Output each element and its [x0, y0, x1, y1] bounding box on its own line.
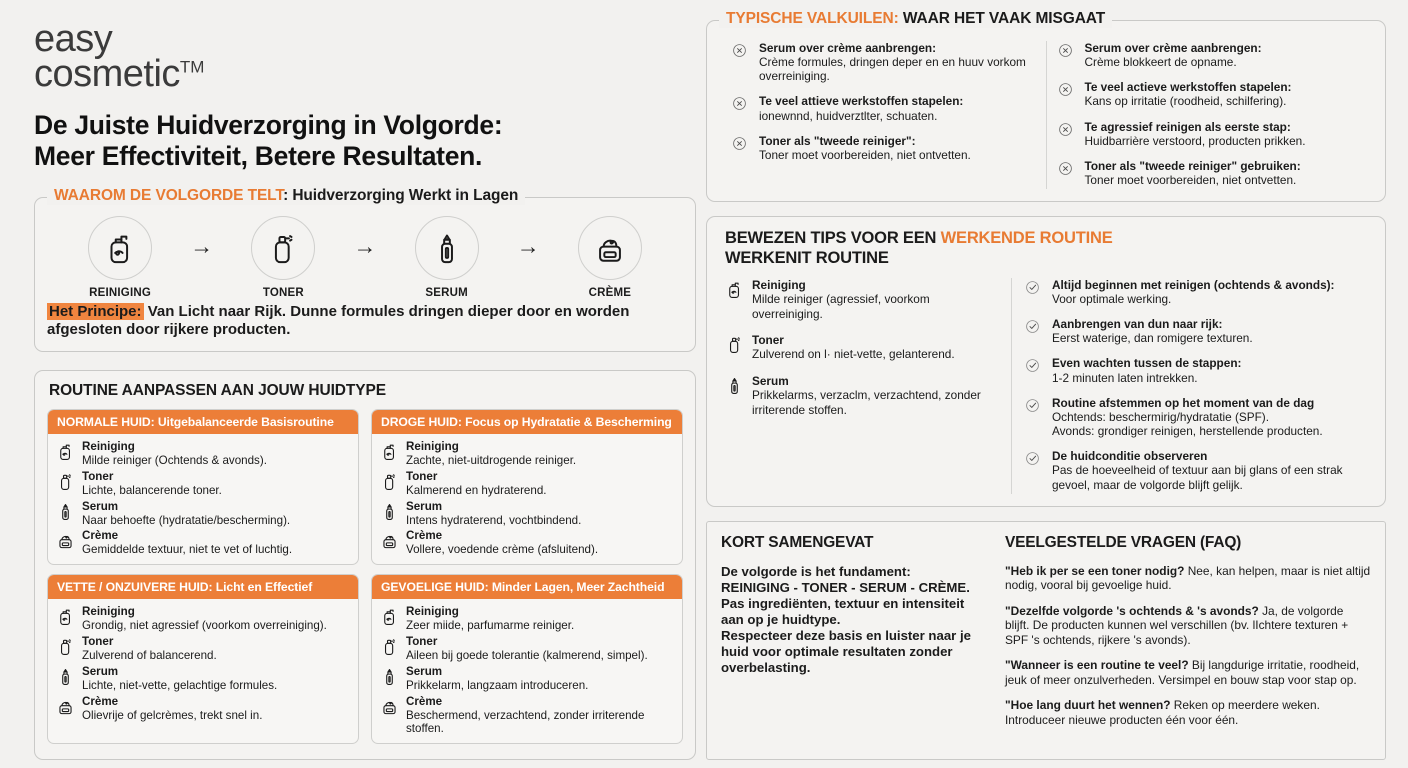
item-icon-wrap [1057, 41, 1077, 69]
cream-jar-icon [593, 231, 627, 265]
check-circle-icon [1024, 397, 1041, 414]
item-text: Te veel attieve werkstoffen stapelen: ionewnnd, huidverztlter, schuaten. [759, 94, 964, 123]
step-icon-wrap [56, 665, 76, 693]
spray-bottle-icon [380, 472, 399, 491]
pitfall-item [731, 94, 1036, 122]
step-icon-wrap [56, 605, 76, 633]
principle-text [35, 299, 695, 340]
faq-question: "Wanneer is een routine te veel? [1005, 658, 1189, 673]
step-icon-wrap [380, 500, 400, 528]
spray-bottle-icon [56, 637, 75, 656]
summary-and-faq-panel [706, 521, 1386, 760]
skin-type-card-grid [47, 409, 683, 744]
check-circle-icon [1024, 450, 1041, 467]
tip-item [1024, 317, 1367, 345]
step-text: Reiniging Zeer miide, parfumarme reiniger. [406, 605, 575, 633]
faq-item: "Dezelfde volgorde 's ochtends & 's avonds? Ja, de volgorde blijft. De producten kunnen wel verschillen (bv. lIchtere texturen + SPF 's ochtends, rijkere 's avonds). [1005, 603, 1349, 647]
step-text: Crème Olievrije of gelcrèmes, trekt snel in. [82, 694, 263, 722]
flow-icon-circle [88, 216, 152, 280]
step-text: Toner Zulverend of balancerend. [82, 635, 217, 662]
routine-step [56, 695, 350, 723]
skin-type-card-header: GEVOELIGE HUID: Minder Lagen, Meer Zachtheid [372, 575, 682, 599]
why-legend-rest: : Huidverzorging Werkt in Lagen [283, 186, 519, 204]
step-icon-wrap [380, 440, 400, 468]
tip-routine-step [725, 333, 1003, 362]
pump-bottle-icon [56, 607, 75, 626]
item-icon-wrap [1024, 396, 1044, 438]
tips-section-title: BEWEZEN TIPS VOOR EEN WERKENDE ROUTINE WERKENIT ROUTINE [725, 229, 1113, 267]
tip-step-text: Reiniging Milde reiniger (agressief, voorkom overreiniging. [752, 278, 1003, 321]
item-title: Toner als "tweede reiniger" gebruiken: [1084, 158, 1301, 173]
step-name: Crème [406, 694, 443, 708]
spray-bottle-icon [725, 335, 744, 354]
item-icon-wrap [731, 94, 751, 122]
step-text: Crème Vollere, voedende crème (afsluitend). [406, 529, 599, 557]
item-text: Routine afstemmen op het moment van de dag Ochtends: beschermirig/hydratatie (SPF). Avonds: grondiger reinigen, herstellende producten. [1052, 395, 1323, 439]
skin-type-card [47, 574, 359, 744]
item-icon-wrap [1024, 317, 1044, 345]
proven-tips-panel [706, 216, 1386, 506]
dropper-bottle-icon [56, 667, 75, 686]
pump-bottle-icon [725, 280, 744, 299]
item-title: Altijd beginnen met reinigen (ochtends & avonds): [1052, 277, 1335, 292]
step-icon-wrap [725, 333, 745, 362]
step-text: Serum Intens hydraterend, vochtbindend. [406, 499, 582, 527]
step-icon-wrap [380, 605, 400, 633]
spray-bottle-icon [56, 472, 75, 491]
flow-step-label: REINIGING [89, 286, 151, 299]
flow-step-serum [399, 216, 495, 299]
summary-body: De volgorde is het fundament: REINIGING - TONER - SERUM - CRÈME. Pas ingrediënten, textuur en intensiteit aan op je huidtype. Respecteer deze basis en luister naar je huid voor optimale resultaten zonder overbelasting. [721, 563, 971, 676]
step-name: Crème [82, 694, 119, 708]
step-icon-wrap [56, 635, 76, 663]
pitfall-item [1057, 80, 1362, 108]
trademark-mark: TM [179, 57, 205, 77]
item-text: Te agressief reinigen als eerste stap: Huidbarrière verstoord, producten prikken. [1084, 119, 1306, 148]
item-text: Aanbrengen van dun naar rijk: Eerst waterige, dan romigere texturen. [1052, 317, 1253, 346]
why-legend-accent: WAAROM DE VOLGORDE TELT [54, 186, 284, 204]
pitfalls-columns [721, 41, 1371, 189]
step-icon-wrap [56, 470, 76, 498]
item-icon-wrap [1057, 120, 1077, 148]
pitfalls-legend-rest: WAAR HET VAAK MISGAAT [898, 10, 1106, 27]
tip-item [1024, 278, 1367, 306]
step-name: Toner [82, 635, 114, 649]
step-icon-wrap [725, 374, 745, 417]
flow-step-label: CRÈME [588, 286, 632, 299]
brand-line-1: easy [34, 18, 113, 60]
x-circle-icon [1057, 81, 1074, 98]
step-name: Reiniging [82, 605, 135, 619]
skin-type-card [371, 574, 683, 744]
routine-step [56, 440, 350, 468]
item-title: Serum over crème aanbrengen: [1084, 41, 1262, 55]
dropper-bottle-icon [380, 502, 399, 521]
routine-step [380, 635, 674, 663]
skin-type-card-body [48, 599, 358, 729]
step-text: Serum Prikkelarm, langzaam introduceren. [406, 664, 589, 692]
dropper-bottle-icon [380, 667, 399, 686]
dropper-bottle-icon [725, 376, 744, 395]
item-text: Toner als "tweede reiniger" gebruiken: Toner moet voorbereiden, niet ontvetten. [1084, 158, 1301, 188]
brand-line-2: cosmetic™ [34, 52, 205, 95]
step-name: Crème [82, 529, 119, 543]
step-name: Toner [406, 635, 438, 649]
pump-bottle-icon [56, 442, 75, 461]
item-title: Te agressief reinigen als eerste stap: [1084, 119, 1291, 134]
routine-step [380, 529, 674, 557]
flow-step-reiniging [72, 216, 168, 299]
why-panel-legend [47, 187, 525, 205]
skin-type-routine-panel [34, 370, 696, 760]
faq-list [1005, 564, 1371, 728]
cream-jar-icon [56, 531, 75, 550]
faq-title: VEELGESTELDE VRAGEN (FAQ) [1005, 533, 1242, 551]
pitfalls-left-column [721, 41, 1047, 189]
skin-type-card [371, 409, 683, 565]
step-name: Reiniging [752, 277, 806, 292]
pitfall-item [731, 41, 1036, 83]
item-title: Te veel actieve werkstoffen stapelen: [1084, 80, 1292, 95]
principle-label: Het Principe: [49, 302, 142, 320]
flow-step-label: SERUM [425, 286, 468, 299]
tip-step-text: Serum Prikkelarms, verzaclm, verzachtend, zonder irriterende stoffen. [752, 374, 1003, 417]
item-title: Even wachten tussen de stappen: [1052, 356, 1242, 371]
routine-step [380, 695, 674, 737]
spray-bottle-icon [266, 231, 300, 265]
flow-step-crème [562, 216, 658, 299]
why-order-matters-panel [34, 186, 696, 352]
x-circle-icon [1057, 160, 1074, 177]
skin-type-card-body [48, 434, 358, 564]
step-icon-wrap [56, 529, 76, 557]
item-icon-wrap [1057, 80, 1077, 108]
faq-item: "Wanneer is een routine te veel? Bij langdurige irritatie, roodheid, jeuk of meer onzulverheden. Versimpel en bouw stap voor stap op. [1005, 658, 1360, 687]
tip-item [1024, 396, 1367, 438]
step-icon-wrap [725, 278, 745, 321]
item-icon-wrap [731, 134, 751, 162]
item-icon-wrap [1024, 278, 1044, 306]
flow-icon-circle [578, 216, 642, 280]
right-column [706, 0, 1408, 768]
brand-logo [34, 18, 696, 95]
x-circle-icon [731, 135, 748, 152]
item-text: Serum over crème aanbrengen: Crème blokkeert de opname. [1084, 41, 1262, 70]
pitfall-item [731, 134, 1036, 162]
check-circle-icon [1024, 357, 1041, 374]
step-text: Reiniging Milde reiniger (Ochtends & avonds). [82, 439, 267, 467]
item-text: Even wachten tussen de stappen: 1-2 minuten laten intrekken. [1052, 356, 1242, 385]
step-text: Serum Naar behoefte (hydratatie/bescherming). [82, 499, 291, 527]
routine-step [380, 500, 674, 528]
step-text: Toner Aileen bij goede tolerantie (kalmerend, simpel). [406, 635, 648, 662]
page-title: De Juiste Huidverzorging in Volgorde: Meer Effectiviteit, Betere Resultaten. [34, 109, 503, 172]
step-name: Crème [406, 529, 443, 543]
step-name: Serum [82, 499, 119, 513]
routine-step [380, 665, 674, 693]
flow-arrow: → [353, 233, 377, 260]
x-circle-icon [731, 42, 748, 59]
skin-type-card-header: VETTE / ONZUIVERE HUID: Licht en Effectief [48, 575, 358, 599]
tips-title-accent: WERKENDE ROUTINE [940, 229, 1113, 248]
item-title: Te veel attieve werkstoffen stapelen: [759, 94, 964, 109]
x-circle-icon [731, 95, 748, 112]
dropper-bottle-icon [430, 231, 464, 265]
principle-body: Van Licht naar Rijk. Dunne formules dringen dieper door en worden afgesloten door rijkere producten. [47, 302, 630, 339]
faq-column [1001, 534, 1371, 749]
step-name: Reiniging [406, 439, 459, 453]
flow-icon-circle [251, 216, 315, 280]
tips-left-column [721, 278, 1012, 494]
x-circle-icon [1057, 42, 1074, 59]
step-text: Crème Gemiddelde textuur, niet te vet of luchtig. [82, 529, 293, 557]
faq-item: "Heb ik per se een toner nodig? Nee, kan helpen, maar is niet altijd nodig, vooral bij gevoelige huid. [1005, 563, 1371, 593]
check-circle-icon [1024, 279, 1041, 296]
step-text: Crème Beschermend, verzachtend, zonder irriterende stoffen. [406, 695, 674, 737]
routine-step [56, 529, 350, 557]
step-icon-wrap [56, 500, 76, 528]
item-text: Serum over crème aanbrengen: Crème formules, dringen deper en en huuv vorkom overreiniging. [759, 41, 1026, 84]
step-name: Toner [406, 469, 438, 483]
item-title: De huidconditie observeren [1052, 449, 1208, 464]
routine-step [380, 470, 674, 498]
step-text: Toner Lichte, balancerende toner. [82, 469, 222, 497]
routine-section-title: ROUTINE AANPASSEN AAN JOUW HUIDTYPE [49, 381, 386, 399]
routine-flow-diagram [35, 198, 695, 299]
item-text: Toner als "tweede reiniger": Toner moet voorbereiden, niet ontvetten. [759, 133, 971, 162]
step-text: Serum Lichte, niet-vette, gelachtige formules. [82, 664, 278, 692]
step-icon-wrap [380, 529, 400, 557]
item-icon-wrap [1057, 159, 1077, 187]
skin-type-card-body [372, 434, 682, 564]
flow-icon-circle [415, 216, 479, 280]
pitfalls-panel-legend [719, 10, 1112, 28]
item-text: Altijd beginnen met reinigen (ochtends & avonds): Voor optimale werking. [1052, 277, 1335, 306]
item-icon-wrap [1024, 449, 1044, 491]
faq-question: "Heb ik per se een toner nodig? [1005, 563, 1185, 578]
cream-jar-icon [380, 531, 399, 550]
pitfalls-right-column [1047, 41, 1372, 189]
flow-arrow: → [516, 233, 540, 260]
check-circle-icon [1024, 318, 1041, 335]
pitfall-item [1057, 120, 1362, 148]
tip-routine-step [725, 278, 1003, 321]
pitfalls-legend-accent: TYPISCHE VALKUILEN: [726, 10, 899, 27]
routine-step [56, 470, 350, 498]
step-icon-wrap [380, 635, 400, 663]
tips-columns [721, 278, 1371, 494]
faq-item: "Hoe lang duurt het wennen? Reken op meerdere weken. Introduceer nieuwe producten één voor één. [1005, 698, 1320, 727]
summary-title: KORT SAMENGEVAT [721, 533, 874, 551]
pitfall-item [1057, 41, 1362, 69]
spray-bottle-icon [380, 637, 399, 656]
routine-step [380, 605, 674, 633]
routine-step [56, 605, 350, 633]
flow-step-label: TONER [262, 286, 304, 299]
routine-step [56, 500, 350, 528]
item-text: De huidconditie observeren Pas de hoeveelheid of textuur aan bij glans of een strak gevoel, maar de volgorde blijft gelijk. [1052, 449, 1343, 492]
faq-question: "Dezelfde volgorde 's ochtends & 's avonds? [1005, 603, 1259, 618]
tip-item [1024, 356, 1367, 384]
routine-step [56, 665, 350, 693]
cream-jar-icon [56, 697, 75, 716]
item-title: Routine afstemmen op het moment van de dag [1052, 395, 1315, 410]
step-icon-wrap [380, 695, 400, 737]
cream-jar-icon [380, 697, 399, 716]
item-icon-wrap [1024, 356, 1044, 384]
step-name: Toner [82, 469, 114, 483]
item-icon-wrap [731, 41, 751, 83]
skin-type-card-header: DROGE HUID: Focus op Hydratatie & Bescherming [372, 410, 682, 434]
x-circle-icon [1057, 121, 1074, 138]
step-text: Reiniging Grondig, niet agressief (voorkom overreiniging). [82, 605, 327, 633]
pump-bottle-icon [380, 607, 399, 626]
item-text: Te veel actieve werkstoffen stapelen: Kans op irritatie (roodheid, schilfering). [1084, 80, 1292, 109]
tips-right-column [1012, 278, 1371, 494]
dropper-bottle-icon [56, 502, 75, 521]
skin-type-card [47, 409, 359, 565]
step-name: Serum [752, 373, 789, 388]
step-name: Toner [752, 333, 784, 348]
step-icon-wrap [56, 695, 76, 723]
pitfalls-panel [706, 10, 1386, 202]
tip-step-text: Toner Zulverend on l· niet-vette, gelanterend. [752, 333, 955, 362]
step-icon-wrap [56, 440, 76, 468]
step-icon-wrap [380, 470, 400, 498]
step-name: Serum [406, 664, 443, 678]
pump-bottle-icon [380, 442, 399, 461]
item-title: Serum over crème aanbrengen: [759, 41, 937, 55]
summary-column [721, 534, 1001, 749]
pump-bottle-icon [103, 231, 137, 265]
step-text: Toner Kalmerend en hydraterend. [406, 469, 547, 497]
item-title: Toner als "tweede reiniger": [759, 133, 916, 148]
skin-type-card-body [372, 599, 682, 743]
skin-type-card-header: NORMALE HUID: Uitgebalanceerde Basisroutine [48, 410, 358, 434]
step-name: Reiniging [82, 439, 135, 453]
tip-routine-step [725, 374, 1003, 417]
routine-step [380, 440, 674, 468]
step-name: Serum [406, 499, 443, 513]
pitfall-item [1057, 159, 1362, 187]
routine-step [56, 635, 350, 663]
step-icon-wrap [380, 665, 400, 693]
flow-arrow: → [190, 233, 214, 260]
step-name: Serum [82, 664, 119, 678]
step-name: Reiniging [406, 605, 459, 619]
item-title: Aanbrengen van dun naar rijk: [1052, 317, 1223, 332]
tip-item [1024, 449, 1367, 491]
flow-step-toner [235, 216, 331, 299]
step-text: Reiniging Zachte, niet-uitdrogende reiniger. [406, 439, 577, 467]
faq-question: "Hoe lang duurt het wennen? [1005, 698, 1171, 713]
